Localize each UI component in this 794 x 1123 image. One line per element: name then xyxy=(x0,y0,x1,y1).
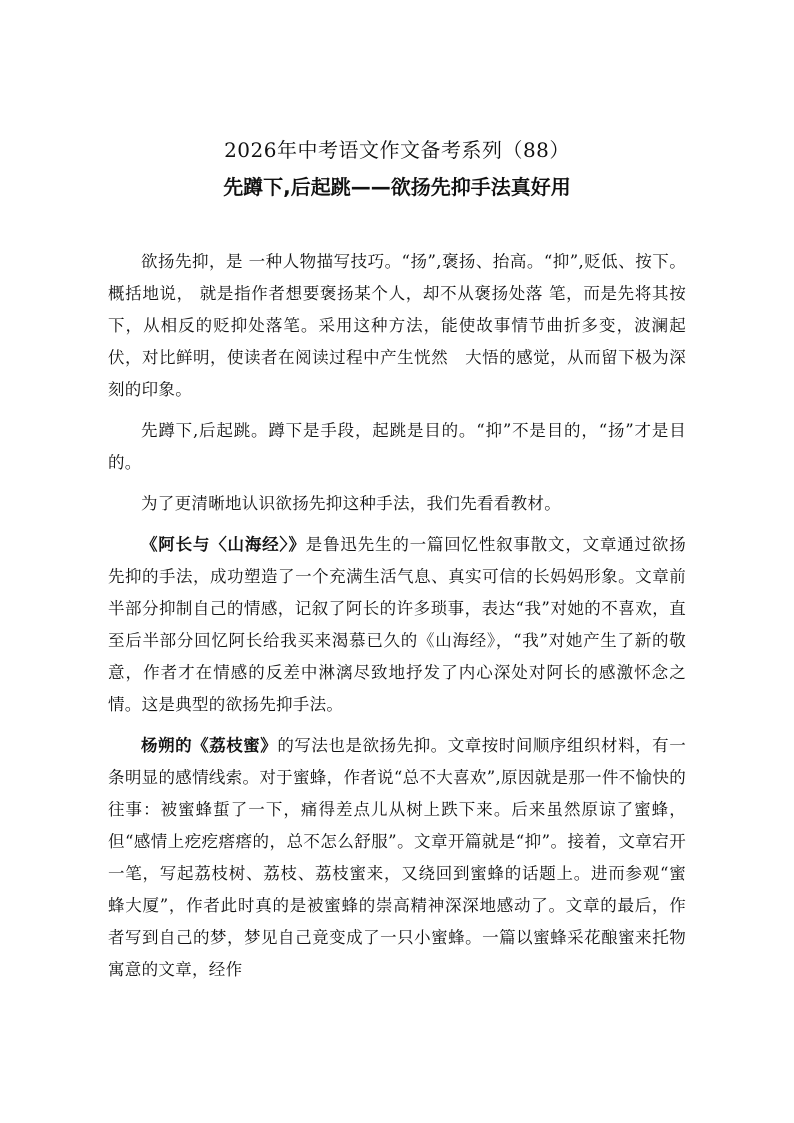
page-subtitle: 先蹲下,后起跳——欲扬先抑手法真好用 xyxy=(223,175,571,199)
paragraph-4-book-title: 《阿长与〈山海经〉》 xyxy=(141,535,306,554)
paragraph-5-text: 的写法也是欲扬先抑。文章按时间顺序组织材料，有一条明显的感情线索。对于蜜蜂，作者说“总不大喜欢”,原因就是那一件不愉快的往事：被蜜蜂蜇了一下，痛得差点儿从树上跌下来。后来虽然原谅了蜜蜂，但“感情上疙疙瘩瘩的，总不怎么舒服”。文章开篇就是“抑”。接着，文章宕开一笔，写起荔枝树、荔枝、荔枝蜜来，又绕回到蜜蜂的话题上。进而参观“蜜蜂大厦”，作者此时真的是被蜜蜂的崇高精神深深地感动了。文章的最后，作者写到自己的梦，梦见自己竟变成了一只小蜜蜂。一篇以蜜蜂采花酿蜜来托物寓意的文章，经作 xyxy=(108,736,686,979)
paragraph-4-text: 是鲁迅先生的一篇回忆性叙事散文，文章通过欲扬先抑的手法，成功塑造了一个充满生活气息、真实可信的长妈妈形象。文章前半部分抑制自己的情感，记叙了阿长的许多琐事，表达“我”对她的不喜欢，直至后半部分回忆阿长给我买来渴慕已久的《山海经》，“我”对她产生了新的敬意，作者才在情感的反差中淋漓尽致地抒发了内心深处对阿长的感激怀念之情。这是典型的欲扬先抑手法。 xyxy=(108,535,686,714)
paragraph-3-text: 为了更清晰地认识欲扬先抑这种手法，我们先看看教材。 xyxy=(141,494,561,513)
paragraph-2 xyxy=(108,415,686,479)
paragraph-1 xyxy=(108,246,686,406)
article-body xyxy=(108,246,686,986)
paragraph-5-book-title: 杨朔的《荔枝蜜》 xyxy=(141,736,278,755)
paragraph-3 xyxy=(108,488,686,520)
paragraph-1-text: 欲扬先抑，是 一种人物描写技巧。“扬”,褒扬、抬高。“抑”,贬低、按下。概括地说， 就是指作者想要褒扬某个人，却不从褒扬处落 笔，而是先将其按下，从相反的贬抑处落笔。采用这种方法，能使故事情节曲折多变，波澜起伏，对比鲜明，使读者在阅读过程中产生恍然 大悟的感觉，从而留下极为深刻的印象。 xyxy=(108,252,686,399)
paragraph-5 xyxy=(108,730,686,986)
paragraph-4 xyxy=(108,529,686,721)
page-title: 2026年中考语文作文备考系列（88） xyxy=(224,138,570,162)
paragraph-2-text: 先蹲下,后起跳。蹲下是手段，起跳是目的。“抑”不是目的，“扬”才是目的。 xyxy=(108,421,686,472)
